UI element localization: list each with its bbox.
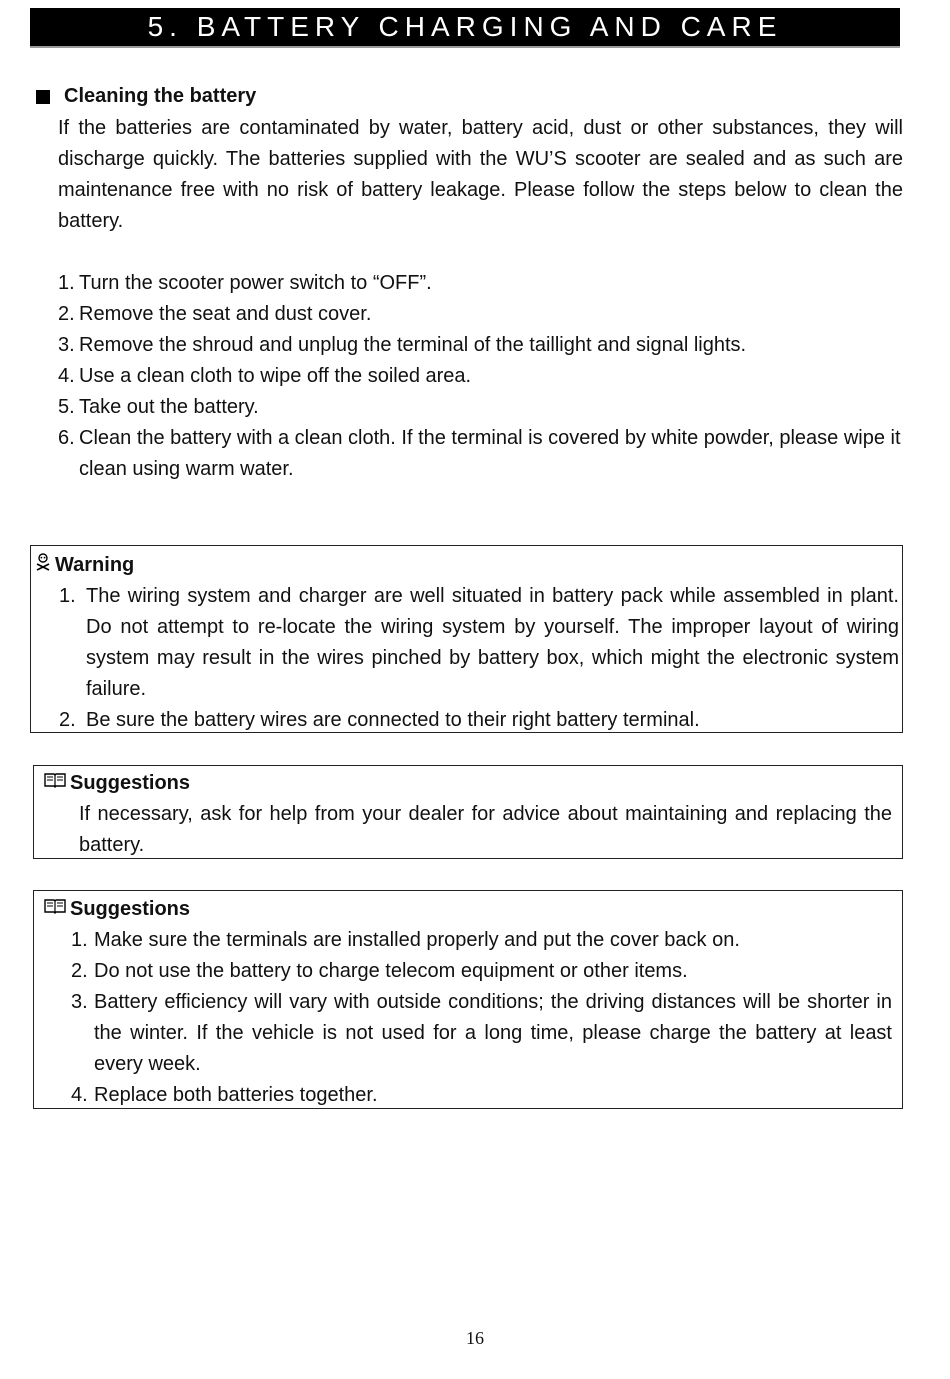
step-number: 6. <box>58 427 75 449</box>
list-item <box>58 299 903 330</box>
step-number: 3. <box>58 334 75 356</box>
list-item <box>58 268 903 299</box>
step-number: 4. <box>58 365 75 387</box>
step-number: 1. <box>58 272 75 294</box>
suggestions-box-1 <box>33 765 903 859</box>
list-item <box>71 956 892 987</box>
step-text: Remove the seat and dust cover. <box>79 303 372 325</box>
black-square-bullet-icon <box>36 90 50 104</box>
list-item <box>71 925 892 956</box>
cleaning-heading-text: Cleaning the battery <box>64 85 257 107</box>
item-number: 3. <box>71 991 88 1013</box>
page-number: 16 <box>466 1328 484 1348</box>
item-text: Be sure the battery wires are connected to their right battery terminal. <box>86 709 700 731</box>
list-item <box>58 392 903 423</box>
step-text: Turn the scooter power switch to “OFF”. <box>79 272 432 294</box>
open-book-icon <box>44 894 66 925</box>
list-item <box>58 423 903 485</box>
warning-list <box>35 581 899 736</box>
warning-box <box>30 545 903 733</box>
cleaning-steps <box>58 268 903 485</box>
step-number: 5. <box>58 396 75 418</box>
list-item <box>71 987 892 1080</box>
item-number: 1. <box>71 929 88 951</box>
item-number: 1. <box>59 585 76 607</box>
step-text: Take out the battery. <box>79 396 259 418</box>
suggestions-title <box>44 768 892 799</box>
open-book-icon <box>44 768 66 799</box>
suggestions-title <box>44 894 892 925</box>
suggestions-box-2 <box>33 890 903 1109</box>
section-title-bar <box>30 8 900 46</box>
suggestions-list <box>44 925 892 1111</box>
step-number: 2. <box>58 303 75 325</box>
item-number: 2. <box>71 960 88 982</box>
item-text: The wiring system and charger are well situated in battery pack while assembled in plant. Do not attempt to re-locate the wiring system by yourself. The improper layout of wiring system may result in the wires pinched by battery box, which might the electronic system failure. <box>86 585 899 700</box>
suggestions-text: If necessary, ask for help from your dealer for advice about maintaining and replacing the battery. <box>79 803 892 856</box>
item-number: 4. <box>71 1084 88 1106</box>
list-item <box>71 1080 892 1111</box>
item-text: Do not use the battery to charge telecom equipment or other items. <box>94 960 688 982</box>
step-text: Use a clean cloth to wipe off the soiled area. <box>79 365 472 387</box>
item-text: Replace both batteries together. <box>94 1084 378 1106</box>
list-item <box>59 705 899 736</box>
skull-crossbones-icon <box>35 550 51 581</box>
suggestions-title-text: Suggestions <box>70 772 191 794</box>
list-item <box>58 361 903 392</box>
warning-title <box>35 550 899 581</box>
section-title: 5. BATTERY CHARGING AND CARE <box>147 11 783 42</box>
warning-title-text: Warning <box>55 554 135 576</box>
step-text: Remove the shroud and unplug the terminal of the taillight and signal lights. <box>79 334 747 356</box>
item-text: Battery efficiency will vary with outside conditions; the driving distances will be shorter in the winter. If the vehicle is not used for a long time, please charge the battery at least every week. <box>94 991 892 1075</box>
item-text: Make sure the terminals are installed properly and put the cover back on. <box>94 929 740 951</box>
cleaning-intro: If the batteries are contaminated by water, battery acid, dust or other substances, they will discharge quickly. The batteries supplied with the WU’S scooter are sealed and as such are maintenance free with no risk of battery leakage. Please follow the steps below to clean the battery. <box>58 117 903 232</box>
step-text: Clean the battery with a clean cloth. If the terminal is covered by white powder, please wipe it clean using warm water. <box>79 427 901 480</box>
cleaning-heading <box>36 85 256 108</box>
suggestions-title-text: Suggestions <box>70 898 191 920</box>
list-item <box>59 581 899 705</box>
list-item <box>58 330 903 361</box>
item-number: 2. <box>59 709 76 731</box>
